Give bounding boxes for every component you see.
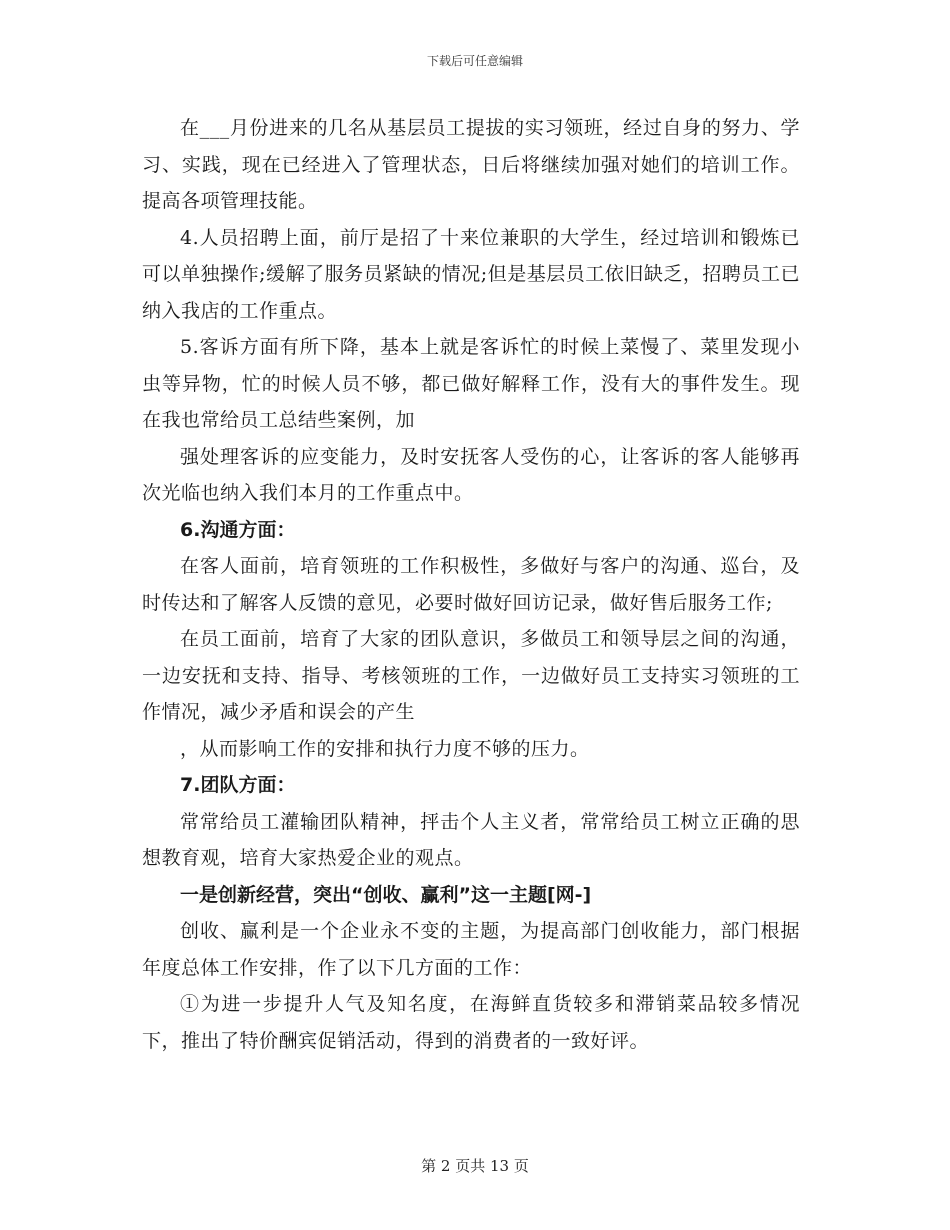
paragraph-team: 常常给员工灌输团队精神，抨击个人主义者，常常给员工树立正确的思想教育观，培育大家热爱企业的观点。 (142, 810, 800, 869)
paragraph-intern-supervisors: 在___月份进来的几名从基层员工提拔的实习领班，经过自身的努力、学习、实践，现在已经进入了管理状态，日后将继续加强对她们的培训工作。提高各项管理技能。 (142, 117, 800, 212)
paragraph-promotion: ①为进一步提升人气及知名度，在海鲜直货较多和滞销菜品较多情况下，推出了特价酬宾促销活动，得到的消费者的一致好评。 (142, 993, 800, 1052)
paragraph-communication-staff: 在员工面前，培育了大家的团队意识，多做员工和领导层之间的沟通，一边安抚和支持、指导、考核领班的工作，一边做好员工支持实习领班的工作情况，减少矛盾和误会的产生 (142, 628, 800, 723)
page-header: 下载后可任意编辑 (426, 54, 523, 68)
document-body (142, 110, 800, 1059)
heading-team: 7.团队方面： (180, 774, 296, 796)
paragraph-complaints: 5.客诉方面有所下降，基本上就是客诉忙的时候上菜慢了、菜里发现小虫等异物，忙的时候人员不够，都已做好解释工作，没有大的事件发生。现在我也常给员工总结些案例，加 (142, 336, 800, 431)
heading-communication: 6.沟通方面： (180, 518, 296, 541)
page-footer: 第 2 页共 13 页 (421, 1157, 529, 1175)
paragraph-complaints-continued: 强处理客诉的应变能力，及时安抚客人受伤的心，让客诉的客人能够再次光临也纳入我们本月的工作重点中。 (142, 445, 800, 504)
paragraph-communication-guests: 在客人面前，培育领班的工作积极性，多做好与客户的沟通、巡台，及时传达和了解客人反馈的意见，必要时做好回访记录，做好售后服务工作; (142, 555, 800, 614)
paragraph-recruitment: 4.人员招聘上面，前厅是招了十来位兼职的大学生，经过培训和锻炼已可以单独操作;缓解了服务员紧缺的情况;但是基层员工依旧缺乏，招聘员工已纳入我店的工作重点。 (142, 226, 800, 322)
heading-innovation: 一是创新经营，突出“创收、赢利”这一主题[网-] (180, 883, 592, 906)
paragraph-revenue: 创收、赢利是一个企业永不变的主题，为提高部门创收能力，部门根据年度总体工作安排，作了以下几方面的工作： (142, 920, 800, 979)
paragraph-communication-continued: ，从而影响工作的安排和执行力度不够的压力。 (180, 737, 590, 760)
